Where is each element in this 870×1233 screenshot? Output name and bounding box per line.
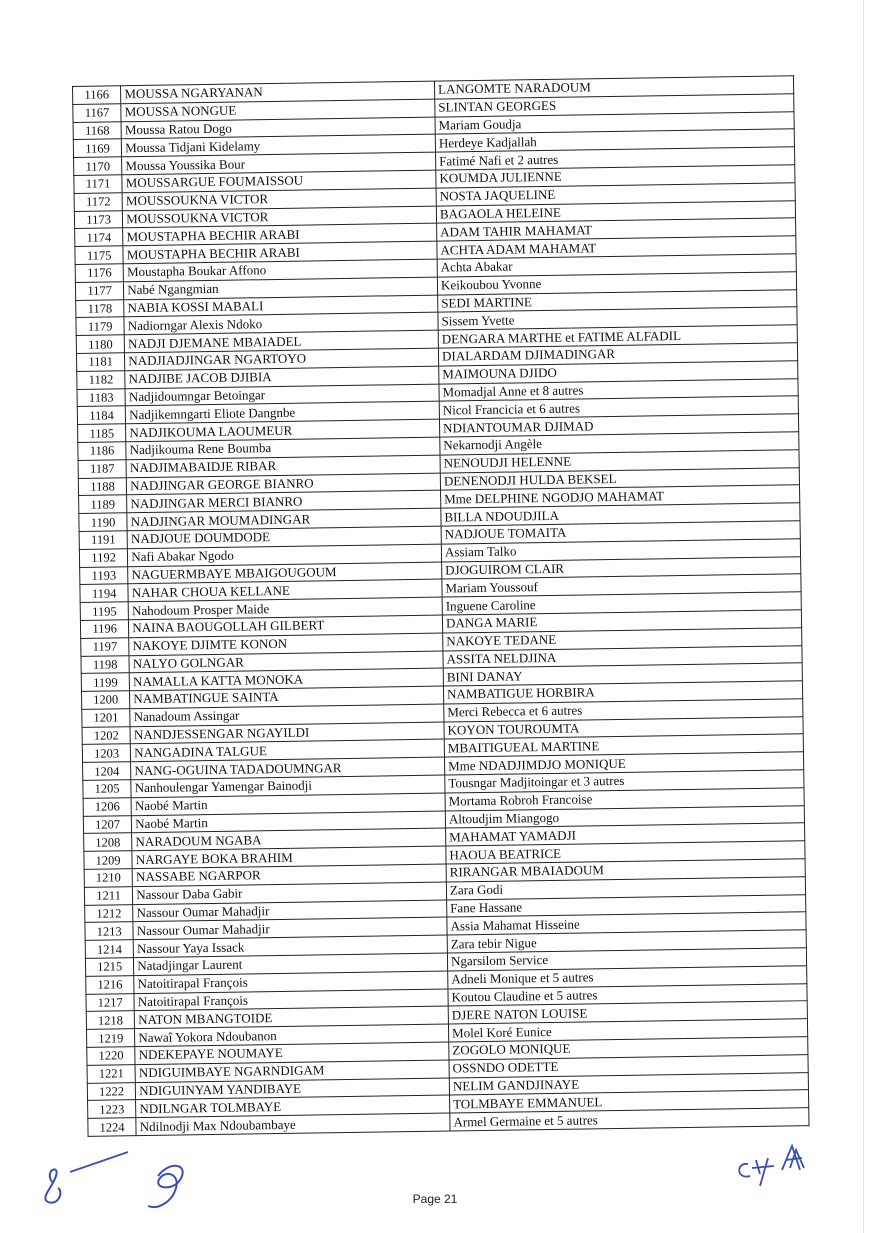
row-number: 1200	[81, 691, 130, 710]
row-number: 1216	[86, 976, 135, 995]
owner-name: NDIGUIMBAYE NGARNDIGAM	[135, 1060, 449, 1082]
owner-name: NARADOUM NGABA	[132, 829, 446, 851]
owner-name: NADJINGAR MERCI BIANRO	[127, 490, 441, 512]
owner-name: NAMALLA KATTA MONOKA	[129, 668, 443, 690]
row-number: 1212	[85, 904, 134, 923]
owner-name: MOUSSA NGARYANAN	[121, 81, 435, 103]
owner-name: Nadjikemngarti Eliote Dangnbe	[126, 401, 440, 423]
row-number: 1174	[75, 228, 124, 247]
heir-name: Assia Mahamat Hisseine	[447, 912, 806, 935]
heir-name: NENOUDJI HELENNE	[440, 449, 799, 472]
heir-name: Ngarsilom Service	[447, 948, 806, 971]
heir-name: Inguene Caroline	[442, 592, 801, 615]
owner-name: Natadjingar Laurent	[134, 953, 448, 975]
owner-name: MOUSTAPHA BECHIR ARABI	[123, 241, 437, 263]
row-number: 1171	[74, 175, 123, 194]
row-number: 1193	[80, 566, 129, 585]
row-number: 1186	[78, 442, 127, 461]
owner-name: NADJINGAR MOUMADINGAR	[127, 508, 441, 530]
heir-name: DIALARDAM DJIMADINGAR	[438, 343, 797, 366]
row-number: 1190	[79, 513, 128, 532]
owner-name: Nadjidoumngar Betoingar	[125, 384, 439, 406]
heir-name: Achta Abakar	[437, 254, 796, 277]
owner-name: NANDJESSENGAR NGAYILDI	[130, 722, 444, 744]
owner-name: Nanhoulengar Yamengar Bainodji	[131, 775, 445, 797]
row-number: 1221	[87, 1064, 136, 1083]
heir-name: Fane Hassane	[447, 894, 806, 917]
heir-name: ASSITA NELDJINA	[443, 645, 802, 668]
heir-name: Herdeye Kadjallah	[435, 129, 794, 152]
owner-name: Nassour Oumar Mahadjir	[133, 917, 447, 939]
heir-name: Mariam Youssouf	[442, 574, 801, 597]
heir-name: Zara Godi	[446, 877, 805, 900]
heir-name: Momadjal Anne et 8 autres	[439, 378, 798, 401]
owner-name: Nassour Daba Gabir	[133, 882, 447, 904]
heir-name: HAOUA BEATRICE	[446, 841, 805, 864]
owner-name: NAKOYE DJIMTE KONON	[129, 633, 443, 655]
heir-name: BAGAOLA HELEINE	[436, 200, 795, 223]
row-number: 1204	[83, 762, 132, 781]
owner-name: Nabé Ngangmian	[124, 277, 438, 299]
owner-name: Moussa Tidjani Kidelamy	[122, 135, 436, 157]
owner-name: NDEKEPAYE NOUMAYE	[135, 1042, 449, 1064]
row-number: 1211	[84, 887, 133, 906]
row-number: 1182	[77, 370, 126, 389]
row-number: 1176	[75, 264, 124, 283]
owner-name: Nahodoum Prosper Maide	[128, 597, 442, 619]
heir-name: Nicol Francicia et 6 autres	[439, 396, 798, 419]
heir-name: Mariam Goudja	[435, 111, 794, 134]
owner-name: NADJIKOUMA LAOUMEUR	[126, 419, 440, 441]
row-number: 1188	[78, 477, 127, 496]
row-number: 1206	[83, 798, 132, 817]
heir-name: Sissem Yvette	[438, 307, 797, 330]
row-number: 1175	[75, 246, 124, 265]
owner-name: MOUSTAPHA BECHIR ARABI	[123, 223, 437, 245]
initials-stroke-2	[752, 1158, 774, 1186]
owner-name: NAMBATINGUE SAINTA	[130, 686, 444, 708]
heir-name: KOUMDA JULIENNE	[436, 165, 795, 188]
row-number: 1199	[81, 673, 130, 692]
row-number: 1215	[85, 958, 134, 977]
row-number: 1214	[85, 940, 134, 959]
heir-name: DJERE NATON LOUISE	[448, 1001, 807, 1024]
scan-edge	[863, 0, 864, 1233]
heir-name: NADJOUE TOMAITA	[441, 521, 800, 544]
owner-name: NALYO GOLNGAR	[129, 651, 443, 673]
owner-name: Ndilnodji Max Ndoubambaye	[136, 1113, 450, 1135]
owner-name: NABIA KOSSI MABALI	[124, 295, 438, 317]
row-number: 1187	[78, 459, 127, 478]
heir-name: Mme DELPHINE NGODJO MAHAMAT	[441, 485, 800, 508]
row-number: 1203	[82, 744, 131, 763]
row-number: 1213	[85, 922, 134, 941]
heir-name: DENENODJI HULDA BEKSEL	[440, 467, 799, 490]
row-number: 1205	[83, 780, 132, 799]
initials-stroke-3	[782, 1146, 804, 1170]
heir-name: BINI DANAY	[443, 663, 802, 686]
row-number: 1181	[76, 353, 125, 372]
heir-name: SEDI MARTINE	[438, 289, 797, 312]
heir-name: MAHAMAT YAMADJI	[446, 823, 805, 846]
owner-name: Natoitirapal François	[134, 971, 448, 993]
heir-name: Armel Germaine et 5 autres	[450, 1108, 809, 1131]
owner-name: NDILNGAR TOLMBAYE	[136, 1095, 450, 1117]
heir-name: Altoudjim Miangogo	[445, 805, 804, 828]
heir-name: RIRANGAR MBAIADOUM	[446, 859, 805, 882]
signature-stroke-2	[70, 1152, 128, 1172]
row-number: 1169	[73, 139, 122, 158]
owner-name: Naobé Martin	[131, 793, 445, 815]
heir-name: NDIANTOUMAR DJIMAD	[439, 414, 798, 437]
row-number: 1217	[86, 993, 135, 1012]
row-number: 1209	[84, 851, 133, 870]
page-number: Page 21	[412, 1192, 458, 1206]
row-number: 1222	[87, 1082, 136, 1101]
heir-name: DJOGUIROM CLAIR	[442, 556, 801, 579]
owner-name: Nafi Abakar Ngodo	[128, 544, 442, 566]
heir-name: Fatimé Nafi et 2 autres	[436, 147, 795, 170]
owner-name: Nassour Yaya Issack	[133, 935, 447, 957]
table-body	[73, 76, 809, 1137]
heir-name: OSSNDO ODETTE	[449, 1055, 808, 1078]
owner-name: Moussa Youssika Bour	[122, 152, 436, 174]
heir-name: Tousngar Madjitoingar et 3 autres	[445, 770, 804, 793]
heir-name: DENGARA MARTHE et FATIME ALFADIL	[438, 325, 797, 348]
heirs-table	[72, 75, 810, 1137]
row-number: 1224	[88, 1118, 137, 1137]
heir-name: NELIM GANDJINAYE	[449, 1072, 808, 1095]
heir-name: NAMBATIGUE HORBIRA	[443, 681, 802, 704]
row-number: 1219	[87, 1029, 136, 1048]
owner-name: Naobé Martin	[132, 811, 446, 833]
row-number: 1167	[73, 104, 122, 123]
owner-name: NAHAR CHOUA KELLANE	[128, 579, 442, 601]
heir-name: ACHTA ADAM MAHAMAT	[437, 236, 796, 259]
row-number: 1192	[79, 548, 128, 567]
owner-name: NARGAYE BOKA BRAHIM	[132, 846, 446, 868]
row-number: 1191	[79, 531, 128, 550]
row-number: 1178	[76, 299, 125, 318]
heir-name: Merci Rebecca et 6 autres	[444, 699, 803, 722]
row-number: 1207	[83, 815, 132, 834]
owner-name: NANGADINA TALGUE	[131, 740, 445, 762]
heir-name: Koutou Claudine et 5 autres	[448, 983, 807, 1006]
heir-name: DANGA MARIE	[442, 610, 801, 633]
heir-name: MAIMOUNA DJIDO	[439, 361, 798, 384]
row-number: 1189	[79, 495, 128, 514]
owner-name: Natoitirapal François	[134, 989, 448, 1011]
heir-name: Adneli Monique et 5 autres	[448, 966, 807, 989]
owner-name: Nanadoum Assingar	[130, 704, 444, 726]
row-number: 1218	[86, 1011, 135, 1030]
owner-name: Nadjikouma Rene Boumba	[126, 437, 440, 459]
heir-name: Zara tebir Nigue	[447, 930, 806, 953]
heir-name: LANGOMTE NARADOUM	[434, 76, 793, 99]
row-number: 1223	[88, 1100, 137, 1119]
owner-name: NADJI DJEMANE MBAIADEL	[124, 330, 438, 352]
heir-name: SLINTAN GEORGES	[435, 94, 794, 117]
row-number: 1210	[84, 869, 133, 888]
row-number: 1168	[73, 121, 122, 140]
heir-name: ZOGOLO MONIQUE	[449, 1037, 808, 1060]
owner-name: MOUSSARGUE FOUMAISSOU	[122, 170, 436, 192]
row-number: 1194	[80, 584, 129, 603]
row-number: 1180	[76, 335, 125, 354]
row-number: 1166	[73, 86, 122, 105]
row-number: 1170	[74, 157, 123, 176]
owner-name: Moustapha Boukar Affono	[123, 259, 437, 281]
heir-name: Molel Koré Eunice	[448, 1019, 807, 1042]
row-number: 1177	[75, 282, 124, 301]
row-number: 1220	[87, 1047, 136, 1066]
row-number: 1208	[84, 833, 133, 852]
row-number: 1201	[82, 709, 131, 728]
heir-name: ADAM TAHIR MAHAMAT	[437, 218, 796, 241]
row-number: 1185	[78, 424, 127, 443]
heir-name: NOSTA JAQUELINE	[436, 183, 795, 206]
heir-name: BILLA NDOUDJILA	[441, 503, 800, 526]
heir-name: Keikoubou Yvonne	[437, 272, 796, 295]
owner-name: NASSABE NGARPOR	[132, 864, 446, 886]
row-number: 1202	[82, 726, 131, 745]
heir-name: Mortama Robroh Francoise	[445, 788, 804, 811]
owner-name: NADJIMABAIDJE RIBAR	[126, 455, 440, 477]
owner-name: NANG-OGUINA TADADOUMNGAR	[131, 757, 445, 779]
owner-name: NADJINGAR GEORGE BIANRO	[127, 473, 441, 495]
heir-name: Nekarnodji Angèle	[440, 432, 799, 455]
row-number: 1197	[81, 637, 130, 656]
heir-name: MBAITIGUEAL MARTINE	[444, 734, 803, 757]
row-number: 1173	[74, 210, 123, 229]
owner-name: NADJIBE JACOB DJIBIA	[125, 366, 439, 388]
row-number: 1172	[74, 193, 123, 212]
initials-mark	[730, 1140, 820, 1190]
owner-name: NAGUERMBAYE MBAIGOUGOUM	[128, 562, 442, 584]
owner-name: NAINA BAOUGOLLAH GILBERT	[129, 615, 443, 637]
owner-name: NDIGUINYAM YANDIBAYE	[136, 1078, 450, 1100]
heir-name: KOYON TOUROUMTA	[444, 716, 803, 739]
initials-stroke-1	[739, 1164, 750, 1177]
heir-name: TOLMBAYE EMMANUEL	[450, 1090, 809, 1113]
owner-name: NADJOUE DOUMDODE	[127, 526, 441, 548]
heir-name: NAKOYE TEDANE	[443, 627, 802, 650]
row-number: 1195	[80, 602, 129, 621]
owner-name: Moussa Ratou Dogo	[121, 117, 435, 139]
heir-name: Mme NDADJIMDJO MONIQUE	[445, 752, 804, 775]
ledger-table-wrapper	[72, 75, 810, 1137]
owner-name: Nawaî Yokora Ndoubanon	[135, 1024, 449, 1046]
owner-name: MOUSSA NONGUE	[121, 99, 435, 121]
row-number: 1183	[77, 388, 126, 407]
row-number: 1196	[80, 620, 129, 639]
owner-name: Nassour Oumar Mahadjir	[133, 900, 447, 922]
owner-name: NADJIADJINGAR NGARTOYO	[125, 348, 439, 370]
row-number: 1179	[76, 317, 125, 336]
owner-name: MOUSSOUKNA VICTOR	[123, 206, 437, 228]
row-number: 1198	[81, 655, 130, 674]
signature-marks	[30, 1140, 230, 1220]
row-number: 1184	[77, 406, 126, 425]
owner-name: Nadiorngar Alexis Ndoko	[124, 312, 438, 334]
heir-name: Assiam Talko	[441, 538, 800, 561]
owner-name: MOUSSOUKNA VICTOR	[122, 188, 436, 210]
owner-name: NATON MBANGTOIDE	[134, 1006, 448, 1028]
